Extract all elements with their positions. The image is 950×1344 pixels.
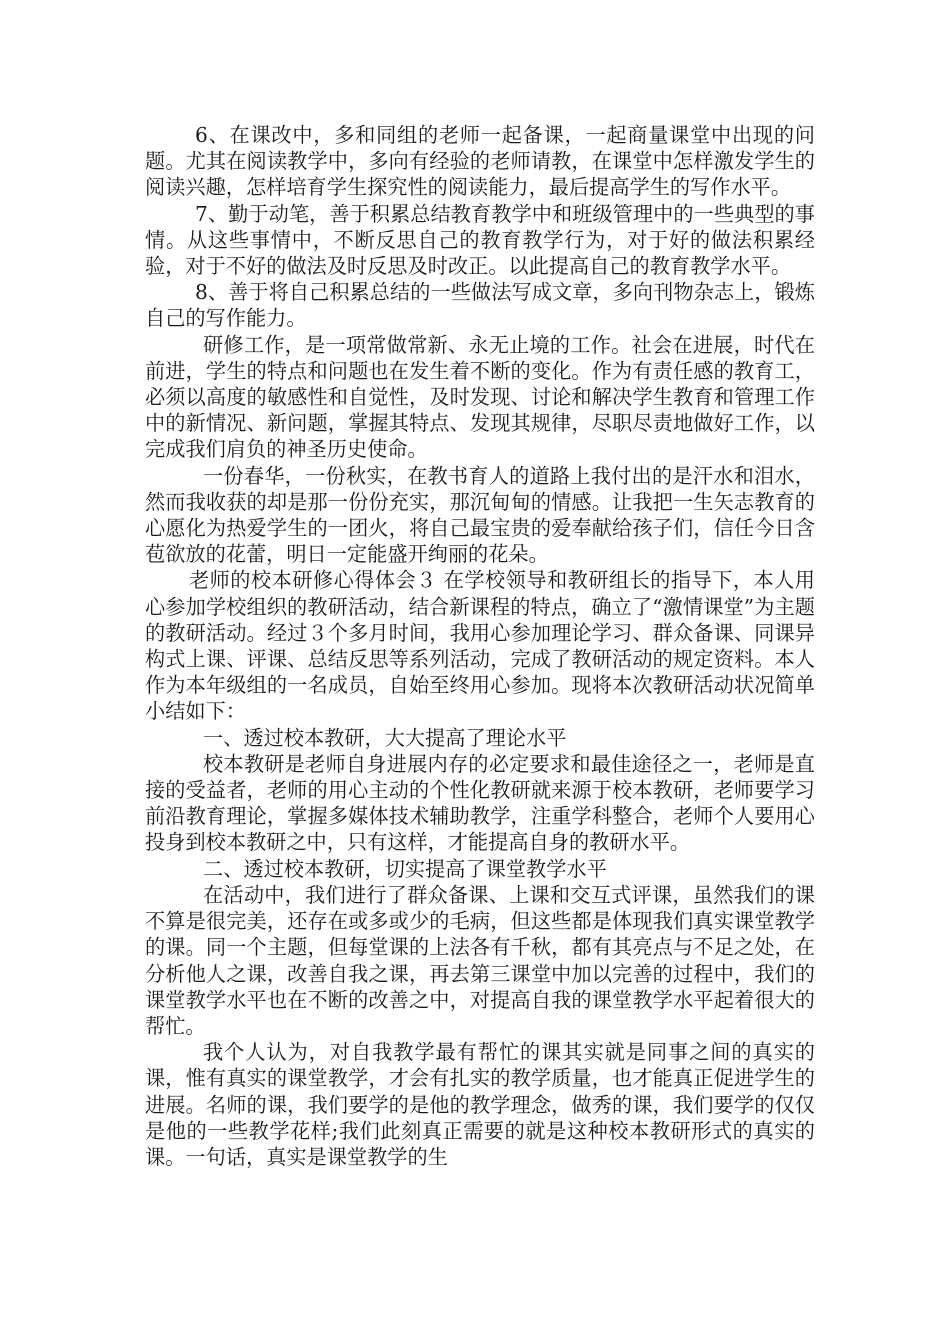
paragraph-section-2: 在活动中，我们进行了群众备课、上课和交互式评课，虽然我们的课不算是很完美，还存在或多或少的毛病，但这些都是体现我们真实课堂教学的课。同一个主题，但每堂课的上法各有千秋，都有其亮点与不足之处，在分析他人之课，改善自我之课，再去第三课堂中加以完善的过程中，我们的课堂教学水平也在不断的改善之中，对提高自我的课堂教学水平起着很大的帮忙。 xyxy=(145,882,815,1038)
section-heading-2: 二、透过校本教研，切实提高了课堂教学水平 xyxy=(203,856,607,881)
paragraph-6: 6、在课改中，多和同组的老师一起备课，一起商量课堂中出现的问题。尤其在阅读教学中，多向有经验的老师请教，在课堂中怎样激发学生的阅读兴趣，怎样培育学生探究性的阅读能力，最后提高学生的写作水平。 xyxy=(145,123,815,200)
document-page xyxy=(145,122,815,1170)
paragraph-8: 8、善于将自己积累总结的一些做法写成文章，多向刊物杂志上，锻炼自己的写作能力。 xyxy=(145,280,815,331)
paragraph-7: 7、勤于动笔，善于积累总结教育教学中和班级管理中的一些典型的事情。从这些事情中，不断反思自己的教育教学行为，对于好的做法积累经验，对于不好的做法及时反思及时改正。以此提高自己的教育教学水平。 xyxy=(145,201,815,279)
paragraph-spring-autumn: 一份春华，一份秋实，在教书育人的道路上我付出的是汗水和泪水，然而我收获的却是那一份份充实，那沉甸甸的情感。让我把一生矢志教育的心愿化为热爱学生的一团火，将自己最宝贵的爱奉献给孩子们，信任今日含苞欲放的花蕾，明日一定能盛开绚丽的花朵。 xyxy=(145,463,815,567)
paragraph-research-work: 研修工作，是一项常做常新、永无止境的工作。社会在进展，时代在前进，学生的特点和问题也在发生着不断的变化。作为有责任感的教育工，必须以高度的敏感性和自觉性，及时发现、讨论和解决学生教育和管理工作中的新情况、新问题，掌握其特点、发现其规律，尽职尽责地做好工作，以完成我们肩负的神圣历史使命。 xyxy=(145,332,815,462)
paragraph-section-1: 校本教研是老师自身进展内存的必定要求和最佳途径之一，老师是直接的受益者，老师的用心主动的个性化教研就来源于校本教研，老师要学习前沿教育理论，掌握多媒体技术辅助教学，注重学科整合，老师个人要用心投身到校本教研之中，只有这样，才能提高自身的教研水平。 xyxy=(145,751,815,855)
paragraph-report-3-intro: 老师的校本研修心得体会３ 在学校领导和教研组长的指导下，本人用心参加学校组织的教研活动，结合新课程的特点，确立了“激情课堂”为主题的教研活动。经过３个多月时间，我用心参加理论学习、群众备课、同课异构式上课、评课、总结反思等系列活动，完成了教研活动的规定资料。本人作为本年级组的一名成员，自始至终用心参加。现将本次教研活动状况简单小结如下： xyxy=(145,568,815,724)
section-heading-1: 一、透过校本教研，大大提高了理论水平 xyxy=(203,725,567,750)
paragraph-personal-view: 我个人认为，对自我教学最有帮忙的课其实就是同事之间的真实的课，惟有真实的课堂教学，才会有扎实的教学质量，也才能真正促进学生的进展。名师的课，我们要学的是他的教学理念，做秀的课，我们要学的仅仅是他的一些教学花样;我们此刻真正需要的就是这种校本教研形式的真实的课。一句话，真实是课堂教学的生 xyxy=(145,1040,815,1169)
